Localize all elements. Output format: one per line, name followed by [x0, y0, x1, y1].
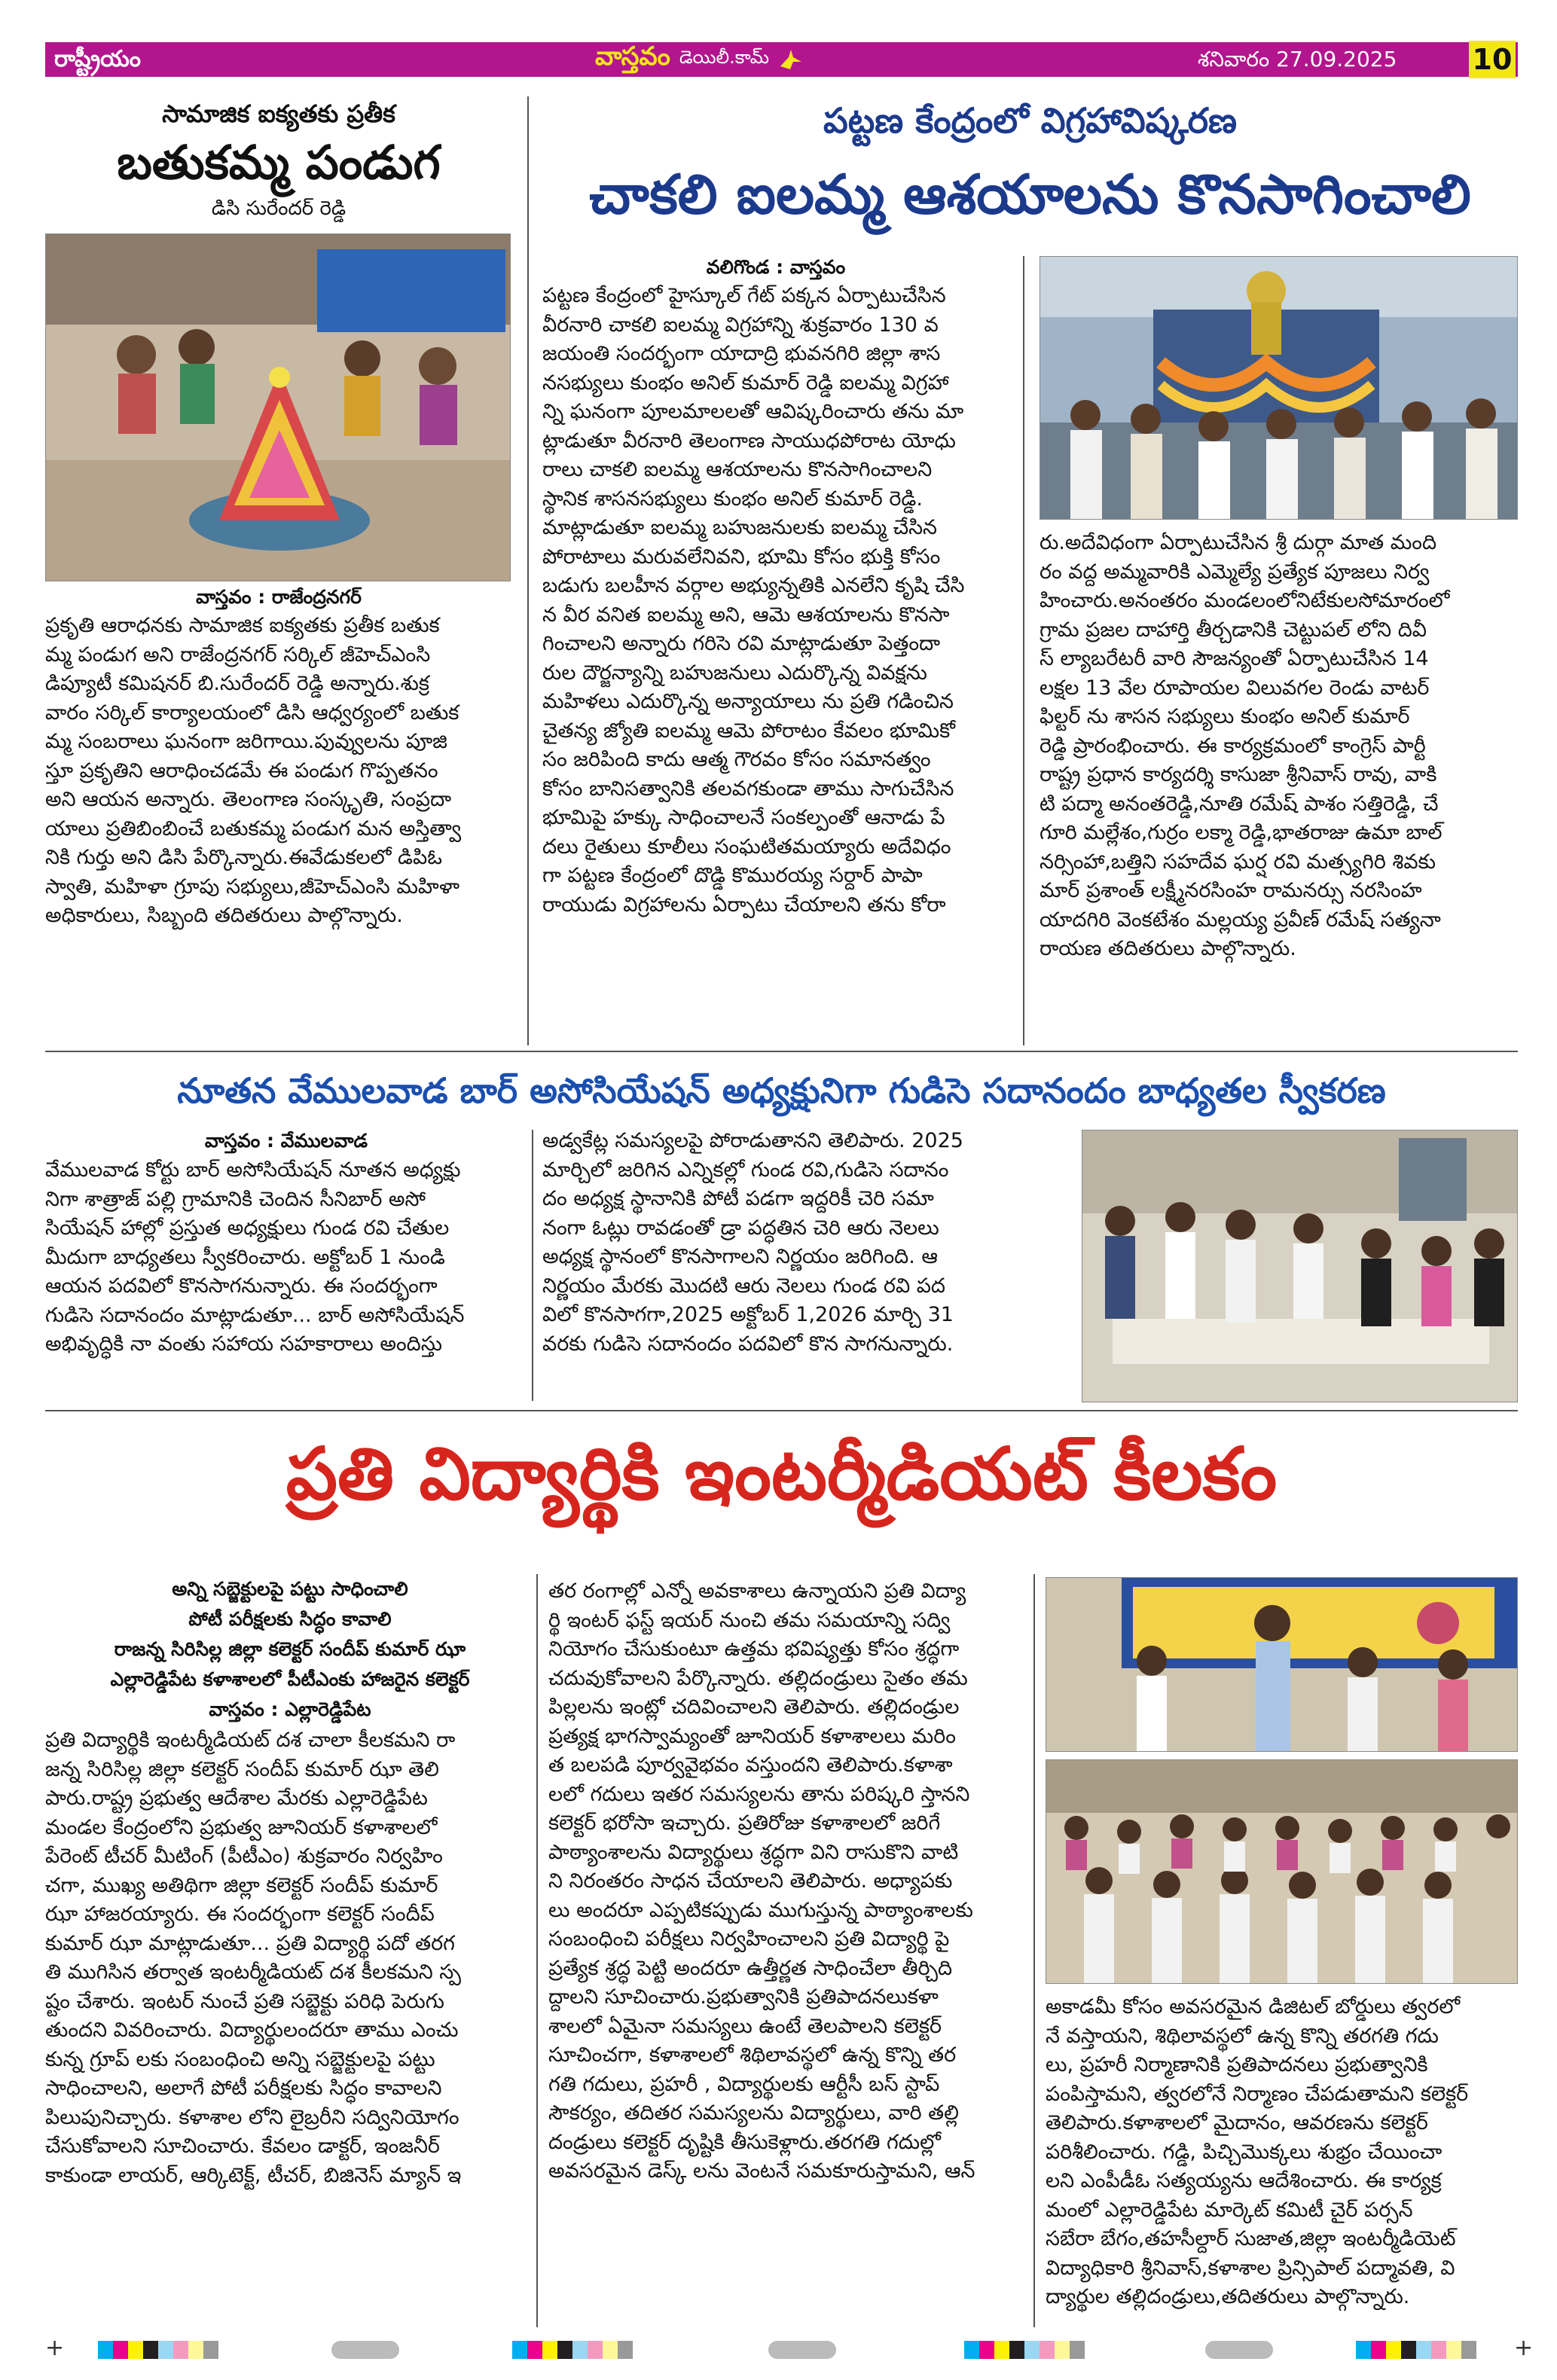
text-line: వీరనారి చాకలి ఐలమ్మ విగ్రహాన్ని శుక్రవారం 130 వ	[542, 313, 939, 337]
text-line: రాలు చాకలి ఐలమ్మ ఆశయాలను కొనసాగించాలని	[542, 458, 933, 481]
text-line: నర్సింహా,బత్తిని సహదేవ ఘర్ష రవి మత్స్యగిరి శివకు	[1040, 850, 1436, 874]
text-line: పేరెంట్ టీచర్ మీటింగ్ (పీటీఎం) శుక్రవారం నిర్వహిం	[45, 1844, 443, 1868]
text-line: లక్షల 13 వేల రూపాయల విలువగల రెండు వాటర్	[1040, 676, 1430, 700]
text-line: రు.అదేవిధంగా ఏర్పాటుచేసిన శ్రీ దుర్గా మాత మంది	[1040, 531, 1437, 554]
text-line: సూచించగా, కళాశాలలో శిథిలావస్థలో ఉన్న కొన్ని తర	[548, 2043, 957, 2067]
text-line: అధ్యక్ష స్థానంలో కొనసాగాలని నిర్ణయం జరిగింది. ఆ	[542, 1245, 938, 1268]
vemulawada-col1	[45, 1156, 527, 1359]
text-line: సం జరిపింది కాదు ఆత్మ గౌరవం కోసం సమానత్వం	[542, 748, 931, 771]
text-line: కున్న గ్రూప్ లకు సంబంధించి అన్ని సబ్జెక్టులపై పట్టు	[45, 2047, 435, 2071]
column-rule	[532, 1130, 533, 1401]
text-line: బడుగు బలహీన వర్గాల అభ్యున్నతికి ఎనలేని కృషి చేసి	[542, 574, 965, 597]
inter-col3	[1046, 1993, 1518, 2312]
section-divider	[45, 1051, 1518, 1052]
bar-association-photo	[1082, 1130, 1518, 1402]
bathukamma-kicker: సామాజిక ఐక్యతకు ప్రతీక	[162, 99, 395, 128]
text-line: కుమార్ ఝా మాట్లాడుతూ... ప్రతి విద్యార్థి పదో తరగ	[45, 1931, 455, 1955]
color-bar	[1356, 2341, 1476, 2359]
text-line: విద్యాధికారి శ్రీనివాస్,కళాశాల ప్రిన్సిపాల్ పద్మావతి, వి	[1046, 2256, 1455, 2280]
gray-bar	[331, 2341, 399, 2359]
text-line: లలో గదులు ఇతర సమస్యలను తాను పరిష్కరి స్తానని	[548, 1782, 970, 1806]
text-line: అవసరమైన డెస్క్ లను వెంటనే సమకూరుస్తామని, ఆన్	[548, 2159, 975, 2183]
text-line: లు, ప్రహరీ నిర్మాణానికి ప్రతిపాదనలు ప్రభుత్వానికి	[1046, 2053, 1428, 2076]
ilamma-kicker: పట్టణ కేంద్రంలో విగ్రహావిష్కరణ	[823, 100, 1237, 141]
text-line: కలెక్టర్ భరోసా ఇచ్చారు. ప్రతిరోజు కళాశాలలో జరిగే	[548, 1811, 941, 1835]
text-line: రాయణ తదితరులు పాల్గొన్నారు.	[1040, 937, 1296, 960]
text-line: సాధించాలని, అలాగే పోటీ పరీక్షలకు సిద్ధం కావాలని	[45, 2076, 442, 2100]
text-line: ప్రకృతి ఆరాధనకు సామాజిక ఐక్యతకు ప్రతీక బతుక	[45, 614, 440, 637]
text-line: అధికారులు, సిబ్బంది తదితరులు పాల్గొన్నారు.	[45, 904, 403, 927]
subhead: పోటీ పరీక్షలకు సిద్ధం కావాలి	[188, 1608, 392, 1630]
text-line: తర రంగాల్లో ఎన్నో అవకాశాలు ఉన్నాయని ప్రతి విద్యా	[548, 1579, 966, 1603]
text-line: పిలుపునిచ్చారు. కళాశాల లోని లైబ్రరీని సద్వినియోగం	[45, 2105, 459, 2129]
text-line: స్వాతి, మహిళా గ్రూపు సభ్యులు,జీహెచ్ఎంసి మహిళా	[45, 874, 460, 899]
text-line: నే వస్తాయని, శిథిలావస్థలో ఉన్న కొన్ని తరగతి గదు	[1046, 2024, 1439, 2048]
inter-col1	[45, 1726, 535, 2190]
text-line: తుందని వివరించారు. విద్యార్థులందరూ తాము ఎంచు	[45, 2018, 459, 2042]
text-line: వారం సర్కిల్ కార్యాలయంలో డిసి ఆధ్వర్యంలో బతుక	[45, 700, 459, 725]
text-line: దలు రైతులు కూలీలు సంఘటితమయ్యారు అదేవిధం	[542, 835, 951, 859]
text-line: ఝా హాజరయ్యారు. ఈ సందర్భంగా కలెక్టర్ సందీప్	[45, 1902, 435, 1926]
subhead: అన్ని సబ్జెక్టులపై పట్టు సాధించాలి	[172, 1578, 408, 1600]
text-line: టి పద్మా అనంతరెడ్డి,నూతి రమేష్ పాశం సత్తిరెడ్డి, చే	[1040, 792, 1439, 816]
text-line: స్తూ ప్రకృతిని ఆరాధించడమే ఈ పండుగ గొప్పతనం	[45, 758, 438, 783]
section-divider	[45, 1410, 1518, 1411]
ilamma-statue-photo	[1040, 256, 1518, 520]
text-line: సబేరా బేగం,తహసీల్దార్ సుజాత,జిల్లా ఇంటర్మీడియెట్	[1046, 2227, 1456, 2250]
color-bar	[98, 2341, 218, 2359]
text-line: చగా, ముఖ్య అతిథిగా జిల్లా కలెక్టర్ సందీప్ కుమార్	[45, 1873, 438, 1897]
masthead	[595, 41, 804, 78]
text-line: దం అధ్యక్ష స్థానానికి పోటీ పడగా ఇద్దరికీ చెరి సమా	[542, 1187, 934, 1210]
text-line: మీదుగా బాధ్యతలు స్వీకరించారు. అక్టోబర్ 1 నుండి	[45, 1245, 445, 1269]
text-line: వరకు గుడిసె సదానందం పదవిలో కొన సాగనున్నారు.	[542, 1332, 954, 1356]
text-line: నియోగం చేసుకుంటూ ఉత్తమ భవిష్యత్తు కోసం శ్రద్ధగా	[548, 1637, 960, 1661]
ilamma-byline: వలిగొండ : వాస్తవం	[706, 256, 846, 278]
text-line: వేములవాడ కోర్టు బార్ అసోసియేషన్ నూతన అధ్యక్షు	[45, 1158, 461, 1182]
inter-byline: వాస్తవం : ఎల్లారెడ్డిపేట	[209, 1698, 371, 1720]
text-line: భూమిపై హక్కు సాధించాలనే సంకల్పంతో ఆనాడు పే	[542, 806, 945, 829]
column-rule	[536, 1574, 538, 2327]
text-line: కాకుండా లాయర్, ఆర్కిటెక్ట్, టీచర్, బిజినెస్ మ్యాన్ ఇ	[45, 2163, 462, 2187]
text-line: రాయుడు విగ్రహాలను ఏర్పాటు చేయాలని తను కోరా	[542, 892, 946, 917]
text-line: ప్రత్యేక శ్రద్ధ పెట్టి అందరూ ఉత్తీర్ణత సాధించేలా తీర్చిది	[548, 1956, 953, 1980]
text-line: పంపిస్తామని, త్వరలోనే నిర్మాణం చేపడుతామని కలెక్టర్	[1046, 2082, 1469, 2106]
text-line: రాష్ట్ర ప్రధాన కార్యదర్శి కాసుజా శ్రీనివాస్ రావు, వాకి	[1040, 763, 1437, 786]
column-rule	[1033, 1574, 1035, 2327]
text-line: మ్మ పండుగ అని రాజేంద్రనగర్ సర్కిల్ జీహెచ్ఎంసి	[45, 642, 431, 667]
text-line: రం వద్ద అమ్మవారికి ఎమ్మెల్యే ప్రత్యేక పూజలు నిర్వ	[1040, 560, 1430, 584]
vemulawada-headline: నూతన వేములవాడ బార్ అసోసియేషన్ అధ్యక్షునిగా గుడిసె సదానందం బాధ్యతల స్వీకరణ	[177, 1070, 1386, 1111]
text-line: లని ఎంపీడీఓ సత్యయ్యను ఆదేశించారు. ఈ కార్యక్ర	[1046, 2169, 1442, 2192]
text-line: అడ్వకేట్ల సమస్యలపై పోరాడుతానని తెలిపారు. 2025	[542, 1129, 963, 1152]
text-line: అని ఆయన అన్నారు. తెలంగాణ సంస్కృతి, సంప్రదా	[45, 788, 452, 811]
text-line: నంగా ఓట్లు రావడంతో డ్రా పద్ధతిన చెరి ఆరు నెలలు	[542, 1216, 939, 1240]
text-line: అకాడమీ కోసం అవసరమైన డిజిటల్ బోర్డులు త్వరలో	[1046, 1995, 1461, 2018]
text-line: సియేషన్ హాల్లో ప్రస్తుత అధ్యక్షులు గుండ రవి చేతుల	[45, 1216, 450, 1240]
vemulawada-col2	[542, 1127, 1024, 1359]
text-line: న్ని ఘనంగా పూలమాలలతో ఆవిష్కరించారు తను మా	[542, 400, 964, 423]
color-bar	[512, 2341, 633, 2359]
color-bar	[964, 2341, 1085, 2359]
gray-bar	[1205, 2341, 1273, 2359]
section-label: రాష్ట్రీయం	[54, 46, 141, 72]
text-line: రుల దౌర్జన్యాన్ని బహుజనులు ఎదుర్కొన్న వివక్షను	[542, 661, 927, 685]
ilamma-col1	[542, 282, 1009, 920]
text-line: నిగా శాత్రాజ్ పల్లి గ్రామానికి చెందిన సీనిబార్ అసో	[45, 1187, 426, 1211]
text-line: గించాలని అన్నారు గరిసె రవి మాట్లాడుతూ పెత్తందా	[542, 632, 941, 655]
inter-subheads	[45, 1574, 535, 1725]
text-line: త బలపడి పూర్వవైభవం వస్తుందని తెలిపారు.కళాశా	[548, 1753, 953, 1777]
issue-date: శనివారం 27.09.2025	[1198, 47, 1397, 72]
text-line: స్థానిక శాసనసభ్యులు కుంభం అనిల్ కుమార్ రెడ్డి.	[542, 487, 923, 511]
text-line: పరిశీలించారు. గడ్డి, పిచ్చిమొక్కలు శుభ్రం చేయించా	[1046, 2140, 1443, 2164]
text-line: యాలు ప్రతిబింబించే బతుకమ్మ పండుగ మన అస్తిత్వా	[45, 816, 462, 841]
text-line: గుడిసె సదానందం మాట్లాడుతూ... బార్ అసోసియేషన్	[45, 1303, 465, 1327]
bathukamma-body	[45, 612, 512, 931]
text-line: మంలో ఎల్లారెడ్డిపేట మార్కెట్ కమిటీ చైర్ పర్సన్	[1046, 2198, 1413, 2222]
text-line: మ్మ సంబరాలు ఘనంగా జరిగాయి.పువ్వులను పూజి	[45, 730, 447, 753]
text-line: పోరాటాలు మరువలేనివని, భూమి కోసం భుక్తి కోసం	[542, 545, 941, 569]
text-line: సౌకర్యం, తదితర సమస్యలను విద్యార్థులు, వారి తల్లి	[548, 2101, 959, 2125]
text-line: సంబంధించి పరీక్షలు నిర్వహించాలని ప్రతి విద్యార్థి పై	[548, 1927, 950, 1951]
ilamma-col2	[1040, 529, 1518, 964]
collector-speech-photo	[1046, 1577, 1518, 1752]
text-line: జన్న సిరిసిల్ల జిల్లా కలెక్టర్ సందీప్ కుమార్ ఝా తెలి	[45, 1757, 439, 1781]
bathukamma-title: బతుకమ్మ పండుగ	[117, 135, 441, 190]
text-line: శాలలో ఏమైనా సమస్యలు ఉంటే తెలపాలని కలెక్టర్	[548, 2014, 942, 2038]
text-line: ష్టం చేశారు. ఇంటర్ నుంచే ప్రతి సబ్జెక్టు పరిధి పెరుగు	[45, 1989, 444, 2013]
text-line: గూరి మల్లేశం,గుర్రం లక్మా రెడ్డి,భాతరాజు ఉమా బాల్	[1040, 821, 1443, 844]
text-line: తెలిపారు.కళాశాలలో మైదానం, ఆవరణను కలెక్టర్	[1046, 2111, 1428, 2134]
subhead: రాజన్న సిరిసిల్ల జిల్లా కలెక్టర్ సందీప్ కుమార్ ఝా	[114, 1638, 466, 1660]
text-line: తి ముగిసిన తర్వాత ఇంటర్మీడియట్ దశ కీలకమని స్ప	[45, 1960, 462, 1984]
masthead-name: వాస్తవం	[595, 41, 670, 72]
subhead: ఎల్లారెడ్డిపేట కళాశాలలో పీటీఎంకు హాజరైన కలెక్టర్	[110, 1668, 470, 1690]
vemulawada-byline: వాస్తవం : వేములవాడ	[204, 1130, 368, 1152]
text-line: లు అందరూ ఎప్పటికప్పుడు ముగుస్తున్న పాఠ్యాంశాలకు	[548, 1898, 973, 1922]
registration-mark-icon: +	[45, 2335, 65, 2361]
masthead-sub: డెయిలీ.కామ్	[679, 47, 770, 68]
text-line: నసభ్యులు కుంభం అనిల్ కుమార్ రెడ్డి ఐలమ్మ విగ్రహా	[542, 371, 949, 395]
text-line: ఆయన పదవిలో కొనసాగనున్నారు. ఈ సందర్భంగా	[45, 1274, 438, 1298]
text-line: ద్యార్థుల తల్లిదండ్రులు,తదితరులు పాల్గొన్నారు.	[1046, 2285, 1410, 2308]
text-line: మార్చిలో జరిగిన ఎన్నికల్లో గుండ రవి,గుడిసె సదానం	[542, 1158, 949, 1182]
text-line: విలో కొనసాగగా,2025 అక్టోబర్ 1,2026 మార్చి 31	[542, 1303, 954, 1326]
text-line: మాట్లాడుతూ ఐలమ్మ బహుజనులకు ఐలమ్మ చేసిన	[542, 516, 938, 539]
text-line: రెడ్డి ప్రారంభించారు. ఈ కార్యక్రమంలో కాంగ్రెస్ పార్టీ	[1040, 734, 1426, 758]
students-audience-photo	[1046, 1759, 1518, 1984]
text-line: న వీర వనిత ఐలమ్మ అని, ఆమె ఆశయాలను కొనసా	[542, 603, 950, 627]
text-line: ని నిరంతరం సాధన చేయాలని తెలిపారు. అధ్యాపకు	[548, 1869, 953, 1893]
text-line: దండ్రులు కలెక్టర్ దృష్టికి తీసుకెళ్లారు.తరగతి గదుల్లో	[548, 2130, 941, 2154]
text-line: మండల కేంద్రంలోని ప్రభుత్వ జూనియర్ కళాశాలలో	[45, 1815, 438, 1839]
inter-headline: ప్రతి విద్యార్థికి ఇంటర్మీడియట్ కీలకం	[285, 1432, 1278, 1516]
text-line: చదువుకోవాలని పేర్కొన్నారు. తల్లిదండ్రులు సైతం తమ	[548, 1666, 968, 1690]
text-line: మార్ ప్రశాంత్ లక్ష్మీనరసింహ రామనర్సు నరసింహ	[1040, 879, 1422, 902]
text-line: మహిళలు ఎదుర్కొన్న అన్యాయాలు ను ప్రతి గడించిన	[542, 690, 954, 713]
bathukamma-photo	[45, 233, 511, 581]
text-line: చేసుకోవాలని సూచించారు. కేవలం డాక్టర్, ఇంజనీర్	[45, 2134, 440, 2158]
text-line: ప్రత్యక్ష భాగస్వామ్యంతో జూనియర్ కళాశాలలు మరిం	[548, 1724, 956, 1748]
text-line: ద్దాలని సూచించారు.ప్రభుత్వానికి ప్రతిపాదనలుకళా	[548, 1985, 939, 2009]
column-rule	[1023, 256, 1024, 1045]
bathukamma-byline: వాస్తవం : రాజేంద్రనగర్	[196, 586, 362, 608]
text-line: నిర్ణయం మేరకు మొదటి ఆరు నెలలు గుండ రవి పద	[542, 1274, 945, 1298]
text-line: చైతన్య జ్యోతి ఐలమ్మ ఆమె పోరాటం కేవలం భూమికో	[542, 719, 955, 743]
text-line: యాదగిరి వెంకటేశం మల్లయ్య ప్రవీణ్ రమేష్ సత్యనా	[1040, 908, 1441, 932]
text-line: గతి గదులు, ప్రహరీ , విద్యార్థులకు ఆర్టీసీ బస్ స్టాప్	[548, 2072, 940, 2096]
text-line: ప్రతి విద్యార్థికి ఇంటర్మీడియట్ దశ చాలా కీలకమని రా	[45, 1729, 456, 1752]
text-line: డిప్యూటీ కమిషనర్ బి.సురేందర్ రెడ్డి అన్నారు.శుక్ర	[45, 672, 429, 695]
text-line: గా పట్టణ కేంద్రంలో దొడ్డి కొమురయ్య సర్దార్ పాపా	[542, 864, 923, 887]
text-line: అభివృద్ధికి నా వంతు సహాయ సహకారాలు అందిస్తు	[45, 1332, 442, 1356]
text-line: పాఠ్యాంశాలను విద్యార్థులు శ్రద్ధగా విని రాసుకొని వాటి	[548, 1840, 959, 1864]
inter-col2	[548, 1577, 1027, 2186]
text-line: కోసం బానిసత్వానికి తలవగకుండా తాము సాగుచేసిన	[542, 777, 954, 801]
text-line: పట్టణ కేంద్రంలో హైస్కూల్ గేట్ పక్కన ఏర్పాటుచేసిన	[542, 284, 946, 307]
text-line: స్ ల్యాబరేటరీ వారి సౌజన్యంతో ఏర్పాటుచేసిన 14	[1040, 647, 1429, 670]
text-line: పిల్లలను ఇంట్లో చదివించాలని తెలిపారు. తల్లిదండ్రుల	[548, 1695, 960, 1719]
registration-mark-icon: +	[1514, 2335, 1534, 2361]
bird-logo-icon	[778, 47, 804, 72]
gray-bar	[768, 2341, 836, 2359]
text-line: ఫిల్టర్ ను శాసన సభ్యులు కుంభం అనిల్ కుమార్	[1040, 705, 1410, 728]
text-line: నికి గుర్తు అని డిసి పేర్కొన్నారు.ఈవేడుకలలో డిపిఓ	[45, 846, 442, 869]
text-line: గ్రామ ప్రజల దాహార్తి తీర్చడానికి చెట్టుపల్ లోని దివీ	[1040, 618, 1427, 642]
text-line: హించారు.అనంతరం మండలంలోనిటేకులసోమారంలో	[1040, 589, 1450, 612]
text-line: జయంతి సందర్భంగా యాదాద్రి భువనగిరి జిల్లా శాస	[542, 342, 941, 365]
bathukamma-author: డిసి సురేందర్ రెడ్డి	[211, 197, 347, 220]
text-line: ట్లాడుతూ వీరనారి తెలంగాణ సాయుధపోరాట యోధు	[542, 429, 956, 453]
column-rule	[527, 96, 529, 1045]
ilamma-title: చాకలి ఐలమ్మ ఆశయాలను కొనసాగించాలి	[589, 163, 1471, 226]
page-number: 10	[1469, 41, 1516, 78]
text-line: పారు.రాష్ట్ర ప్రభుత్వ ఆదేశాల మేరకు ఎల్లారెడ్డిపేట	[45, 1787, 428, 1810]
text-line: ర్థి ఇంటర్ ఫస్ట్ ఇయర్ నుంచి తమ సమయాన్ని సద్వి	[548, 1608, 951, 1632]
